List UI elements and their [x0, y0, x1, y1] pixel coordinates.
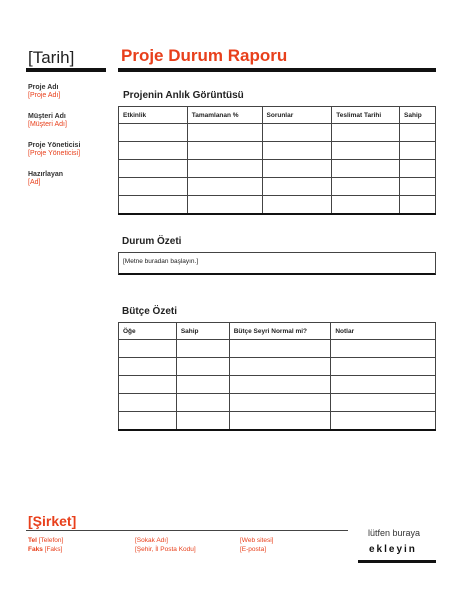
table-cell[interactable]	[176, 394, 229, 412]
table-cell[interactable]	[187, 142, 262, 160]
table-cell[interactable]	[262, 142, 332, 160]
table-cell[interactable]	[400, 160, 436, 178]
table-cell[interactable]	[176, 412, 229, 431]
page-title: Proje Durum Raporu	[121, 46, 288, 65]
table-cell[interactable]	[187, 124, 262, 142]
table-cell[interactable]	[229, 340, 331, 358]
table-cell[interactable]	[119, 160, 188, 178]
project-manager-label: Proje Yöneticisi	[28, 142, 81, 149]
table-cell[interactable]	[229, 412, 331, 431]
table-cell[interactable]	[119, 178, 188, 196]
prepared-by-value[interactable]: [Ad]	[28, 179, 41, 186]
prepared-by-label: Hazırlayan	[28, 171, 64, 178]
table-row	[119, 394, 436, 412]
customer-name-label: Müşteri Adı	[28, 113, 66, 120]
table-cell[interactable]	[119, 142, 188, 160]
table-row	[119, 124, 436, 142]
table-cell[interactable]	[119, 340, 177, 358]
table-cell[interactable]	[176, 358, 229, 376]
table-cell[interactable]	[262, 196, 332, 215]
table-cell[interactable]	[332, 178, 400, 196]
table-cell[interactable]	[400, 142, 436, 160]
status-summary-placeholder[interactable]: [Metne buradan başlayın.]	[123, 258, 199, 265]
table-cell[interactable]	[400, 196, 436, 215]
table-cell[interactable]	[187, 196, 262, 215]
table-cell[interactable]	[187, 160, 262, 178]
snapshot-col-owner: Sahip	[400, 107, 436, 124]
customer-name-value[interactable]: [Müşteri Adı]	[28, 121, 67, 128]
phone-value[interactable]: [Telefon]	[38, 537, 64, 544]
table-cell[interactable]	[332, 160, 400, 178]
snapshot-table	[118, 106, 436, 215]
table-cell[interactable]	[119, 412, 177, 431]
project-name-label: Proje Adı	[28, 84, 59, 91]
table-cell[interactable]	[176, 376, 229, 394]
table-cell[interactable]	[187, 178, 262, 196]
table-cell[interactable]	[400, 178, 436, 196]
footer-phone	[28, 537, 63, 544]
project-manager-value[interactable]: [Proje Yöneticisi]	[28, 150, 81, 157]
table-cell[interactable]	[331, 394, 436, 412]
table-cell[interactable]	[332, 142, 400, 160]
table-row	[119, 142, 436, 160]
table-cell[interactable]	[262, 178, 332, 196]
fax-value[interactable]: [Faks]	[44, 546, 63, 553]
prepared-by-field	[28, 171, 63, 186]
project-manager-field	[28, 142, 80, 157]
status-summary-box[interactable]	[118, 252, 436, 275]
budget-heading: Bütçe Özeti	[122, 306, 178, 317]
table-cell[interactable]	[119, 196, 188, 215]
header-rule-left	[26, 68, 106, 72]
company-name[interactable]: [Şirket]	[28, 513, 77, 529]
snapshot-heading: Projenin Anlık Görüntüsü	[123, 90, 244, 101]
table-cell[interactable]	[119, 358, 177, 376]
table-row	[119, 160, 436, 178]
logo-underline	[358, 560, 436, 563]
city-address[interactable]: [Şehir, İl Posta Kodu]	[135, 546, 196, 553]
table-cell[interactable]	[229, 376, 331, 394]
fax-label: Faks	[28, 546, 43, 553]
footer-fax	[28, 546, 62, 553]
footer-rule	[26, 530, 348, 531]
budget-table	[118, 322, 436, 431]
table-cell[interactable]	[331, 340, 436, 358]
table-cell[interactable]	[262, 124, 332, 142]
table-cell[interactable]	[176, 340, 229, 358]
phone-label: Tel	[28, 537, 37, 544]
budget-col-on-track: Bütçe Seyri Normal mi?	[229, 323, 331, 340]
table-cell[interactable]	[119, 376, 177, 394]
table-row	[119, 358, 436, 376]
table-cell[interactable]	[229, 358, 331, 376]
budget-col-item: Öğe	[119, 323, 177, 340]
table-cell[interactable]	[262, 160, 332, 178]
table-cell[interactable]	[400, 124, 436, 142]
snapshot-col-complete: Tamamlanan %	[187, 107, 262, 124]
logo-placeholder-line1[interactable]: lütfen buraya	[368, 528, 421, 538]
email[interactable]: [E-posta]	[240, 546, 267, 553]
snapshot-col-delivery-date: Teslimat Tarihi	[332, 107, 400, 124]
table-cell[interactable]	[229, 394, 331, 412]
table-cell[interactable]	[119, 394, 177, 412]
budget-col-owner: Sahip	[176, 323, 229, 340]
status-heading: Durum Özeti	[122, 236, 182, 247]
snapshot-col-activity: Etkinlik	[119, 107, 188, 124]
date-field[interactable]: [Tarih]	[28, 48, 75, 67]
table-cell[interactable]	[331, 376, 436, 394]
table-row	[119, 412, 436, 431]
street-address[interactable]: [Sokak Adı]	[135, 537, 168, 544]
table-row	[119, 178, 436, 196]
table-cell[interactable]	[331, 412, 436, 431]
budget-col-notes: Notlar	[331, 323, 436, 340]
project-name-field	[28, 84, 60, 99]
table-cell[interactable]	[331, 358, 436, 376]
header-rule-right	[118, 68, 436, 72]
customer-name-field	[28, 113, 67, 128]
table-row	[119, 376, 436, 394]
table-cell[interactable]	[332, 196, 400, 215]
snapshot-col-issues: Sorunlar	[262, 107, 332, 124]
website[interactable]: [Web sitesi]	[240, 537, 274, 544]
table-row	[119, 196, 436, 215]
logo-placeholder-line2[interactable]: ekleyin	[369, 544, 417, 555]
table-row	[119, 340, 436, 358]
table-cell[interactable]	[119, 124, 188, 142]
project-name-value[interactable]: [Proje Adı]	[28, 92, 61, 99]
table-cell[interactable]	[332, 124, 400, 142]
